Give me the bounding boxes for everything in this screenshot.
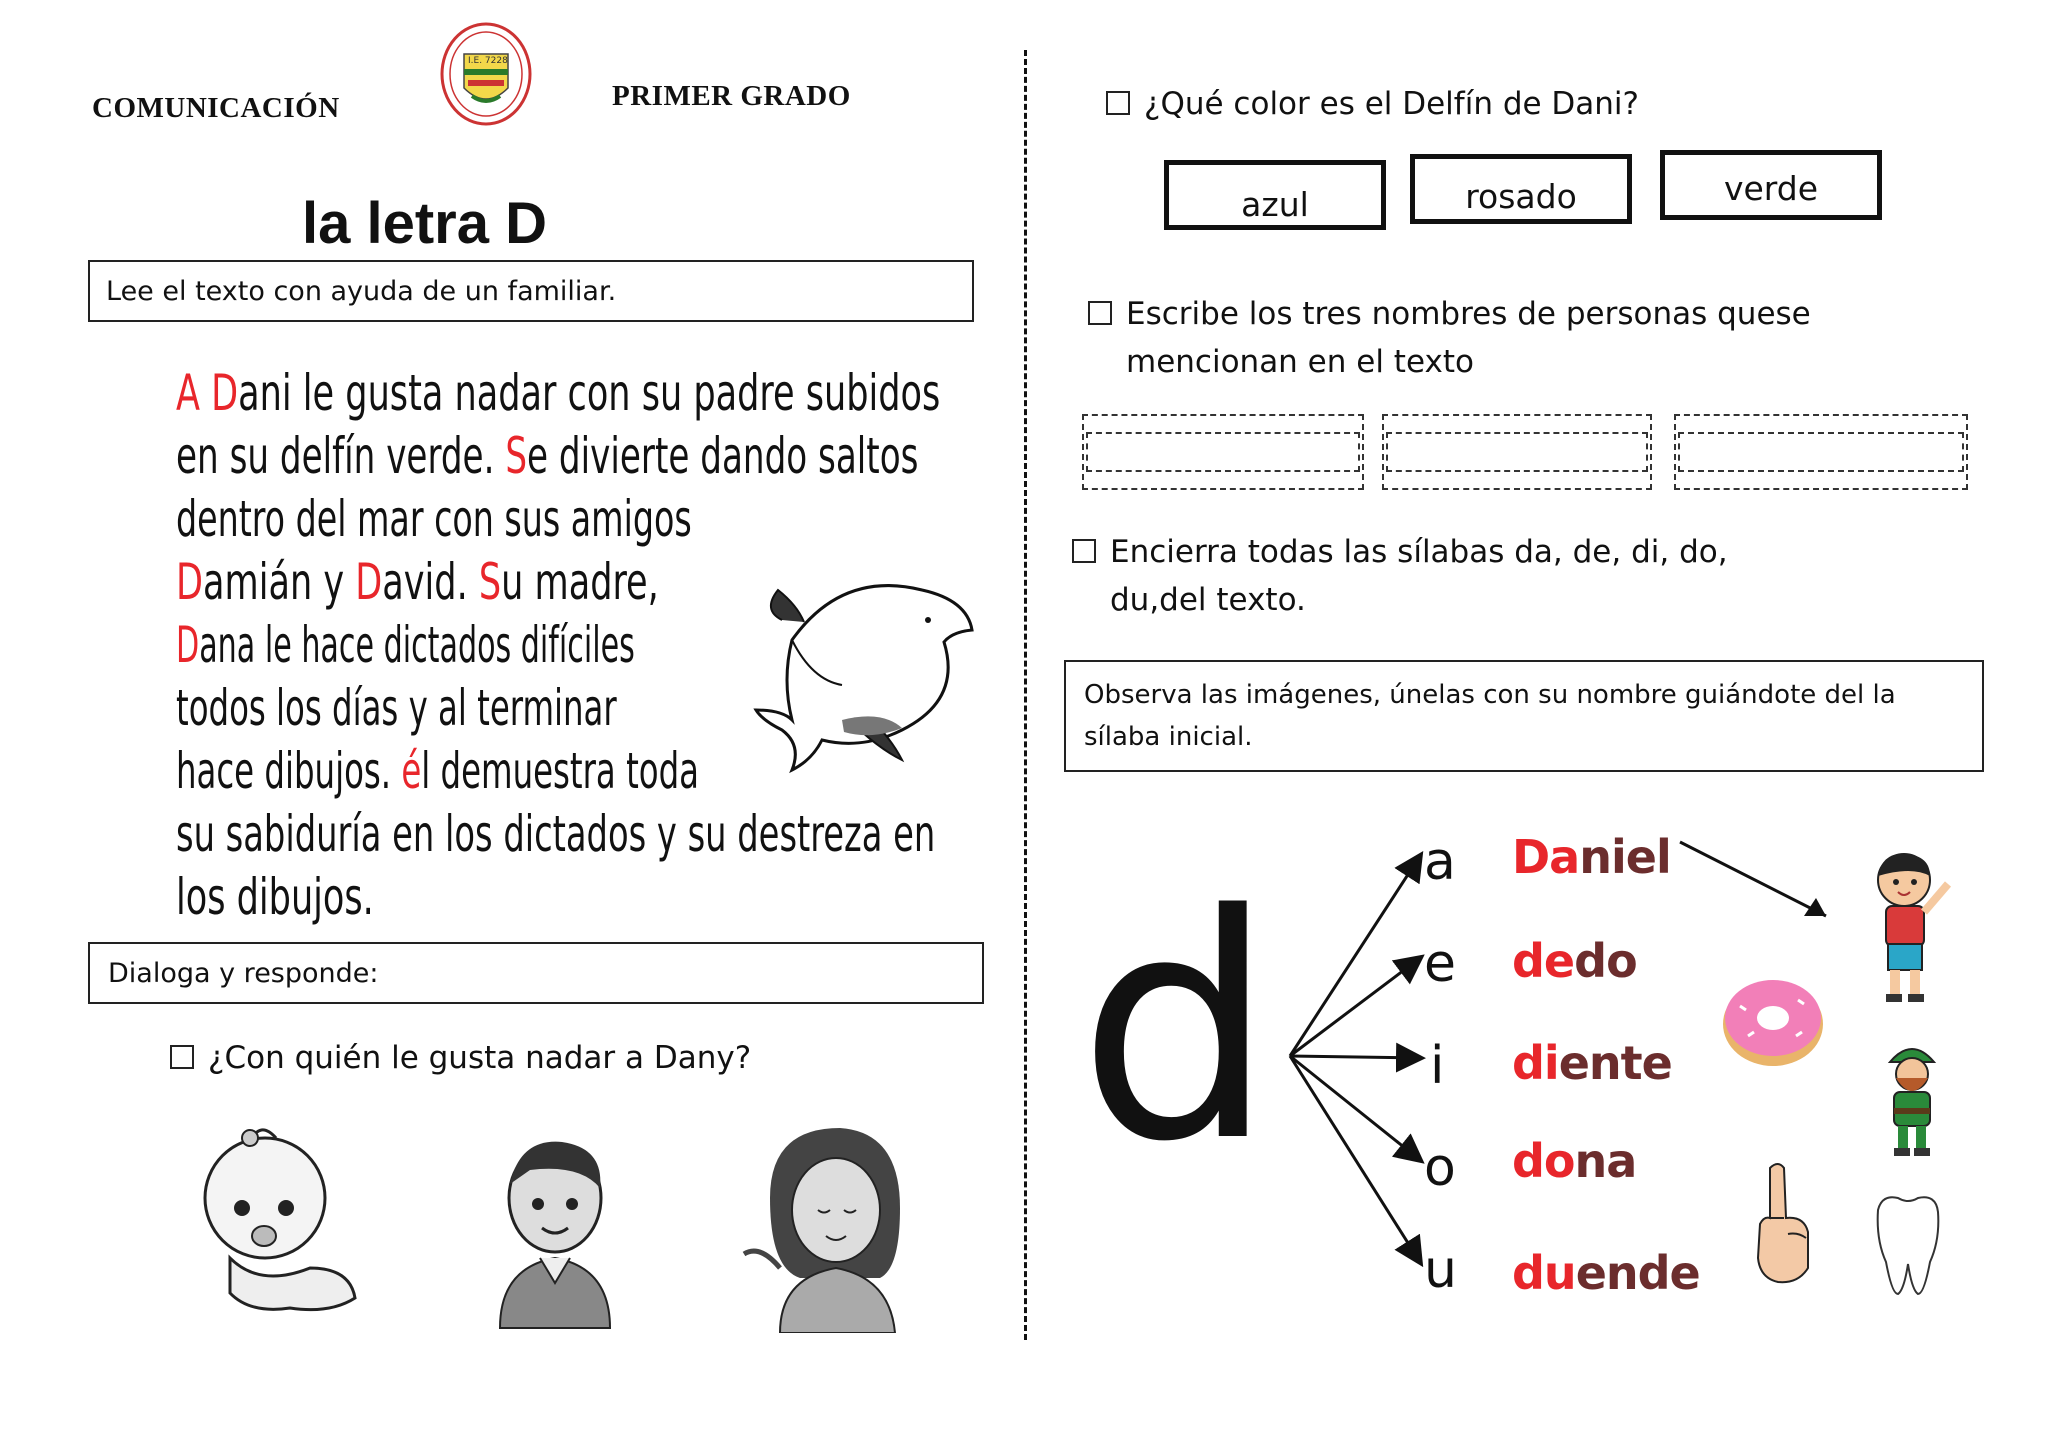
father-illustration[interactable]: [470, 1118, 640, 1333]
story-line-6: todos los días y al terminar: [176, 679, 617, 737]
instruction-read-text: Lee el texto con ayuda de un familiar.: [106, 276, 617, 307]
instruction-dialog-box: [88, 942, 984, 1004]
question-swim-checkbox[interactable]: [170, 1045, 194, 1069]
question-names-checkbox[interactable]: [1088, 301, 1112, 325]
story-line-7: hace dibujos. él demuestra toda: [176, 742, 699, 800]
choice-rosado[interactable]: rosado: [1410, 154, 1632, 224]
page-title: la letra D: [302, 191, 547, 256]
donut-illustration[interactable]: [1718, 970, 1828, 1070]
story-line-1: A Dani le gusta nadar con su padre subidos: [176, 364, 941, 422]
name-answer-3[interactable]: [1674, 414, 1968, 490]
question-syllables-text-1: Encierra todas las sílabas da, de, di, do,: [1110, 534, 1728, 570]
mother-illustration[interactable]: [740, 1118, 915, 1333]
vowel-e: e: [1424, 934, 1456, 994]
name-answer-1[interactable]: [1082, 414, 1364, 490]
story-line-8: su sabiduría en los dictados y su destreza en: [176, 805, 936, 863]
word-diente[interactable]: diente: [1512, 1036, 1672, 1090]
choice-azul[interactable]: azul: [1164, 160, 1386, 230]
choice-verde[interactable]: verde: [1660, 150, 1882, 220]
question-syllables-checkbox[interactable]: [1072, 539, 1096, 563]
vowel-i: i: [1430, 1036, 1445, 1096]
name-answer-2[interactable]: [1382, 414, 1652, 490]
finger-illustration[interactable]: [1748, 1158, 1818, 1288]
big-letter-d: d: [1078, 849, 1275, 1210]
story-text: [176, 362, 1188, 929]
story-line-5: Dana le hace dictados difíciles: [176, 616, 635, 674]
vowel-o: o: [1424, 1138, 1456, 1198]
vowel-a: a: [1424, 832, 1456, 892]
vowel-u: u: [1424, 1240, 1457, 1300]
word-dedo[interactable]: dedo: [1512, 934, 1637, 988]
word-duende[interactable]: duende: [1512, 1246, 1700, 1300]
syllable-arrows: [1280, 850, 1440, 1300]
story-line-3: dentro del mar con sus amigos: [176, 490, 692, 548]
subject-label: COMUNICACIÓN: [92, 92, 340, 124]
question-swim: [170, 1040, 751, 1076]
instruction-observe-text: Observa las imágenes, únelas con su nombre guiándote del la sílaba inicial.: [1084, 680, 1896, 752]
dolphin-illustration: [752, 560, 982, 780]
question-color-text: ¿Qué color es el Delfín de Dani?: [1144, 86, 1640, 122]
example-arrow: [1676, 836, 1836, 926]
word-dona[interactable]: dona: [1512, 1134, 1637, 1188]
question-color: [1106, 86, 1639, 122]
word-daniel[interactable]: Daniel: [1512, 830, 1671, 884]
instruction-read-box: [88, 260, 974, 322]
boy-illustration[interactable]: [1862, 848, 1962, 1008]
grade-label: PRIMER GRADO: [612, 80, 851, 112]
seal-text: I.E. 7228: [468, 56, 508, 66]
page-divider: [1024, 50, 1027, 1340]
question-syllables-text-2: du,del texto.: [1110, 582, 1306, 618]
elf-illustration[interactable]: [1872, 1040, 1952, 1160]
tooth-illustration[interactable]: [1868, 1190, 1948, 1300]
story-line-9: los dibujos.: [176, 868, 374, 926]
instruction-observe-box: [1064, 660, 1984, 772]
question-names: [1088, 290, 1811, 386]
question-color-checkbox[interactable]: [1106, 91, 1130, 115]
school-seal: [438, 20, 534, 128]
baby-illustration[interactable]: [190, 1118, 365, 1318]
question-syllables: [1072, 528, 1728, 624]
question-swim-text: ¿Con quién le gusta nadar a Dany?: [208, 1040, 752, 1076]
story-line-4: Damián y David. Su madre,: [176, 553, 659, 611]
story-line-2: en su delfín verde. Se divierte dando saltos: [176, 427, 919, 485]
instruction-dialog-text: Dialoga y responde:: [108, 958, 379, 989]
question-names-text-2: mencionan en el texto: [1126, 344, 1474, 380]
question-names-text-1: Escribe los tres nombres de personas quese: [1126, 296, 1811, 332]
